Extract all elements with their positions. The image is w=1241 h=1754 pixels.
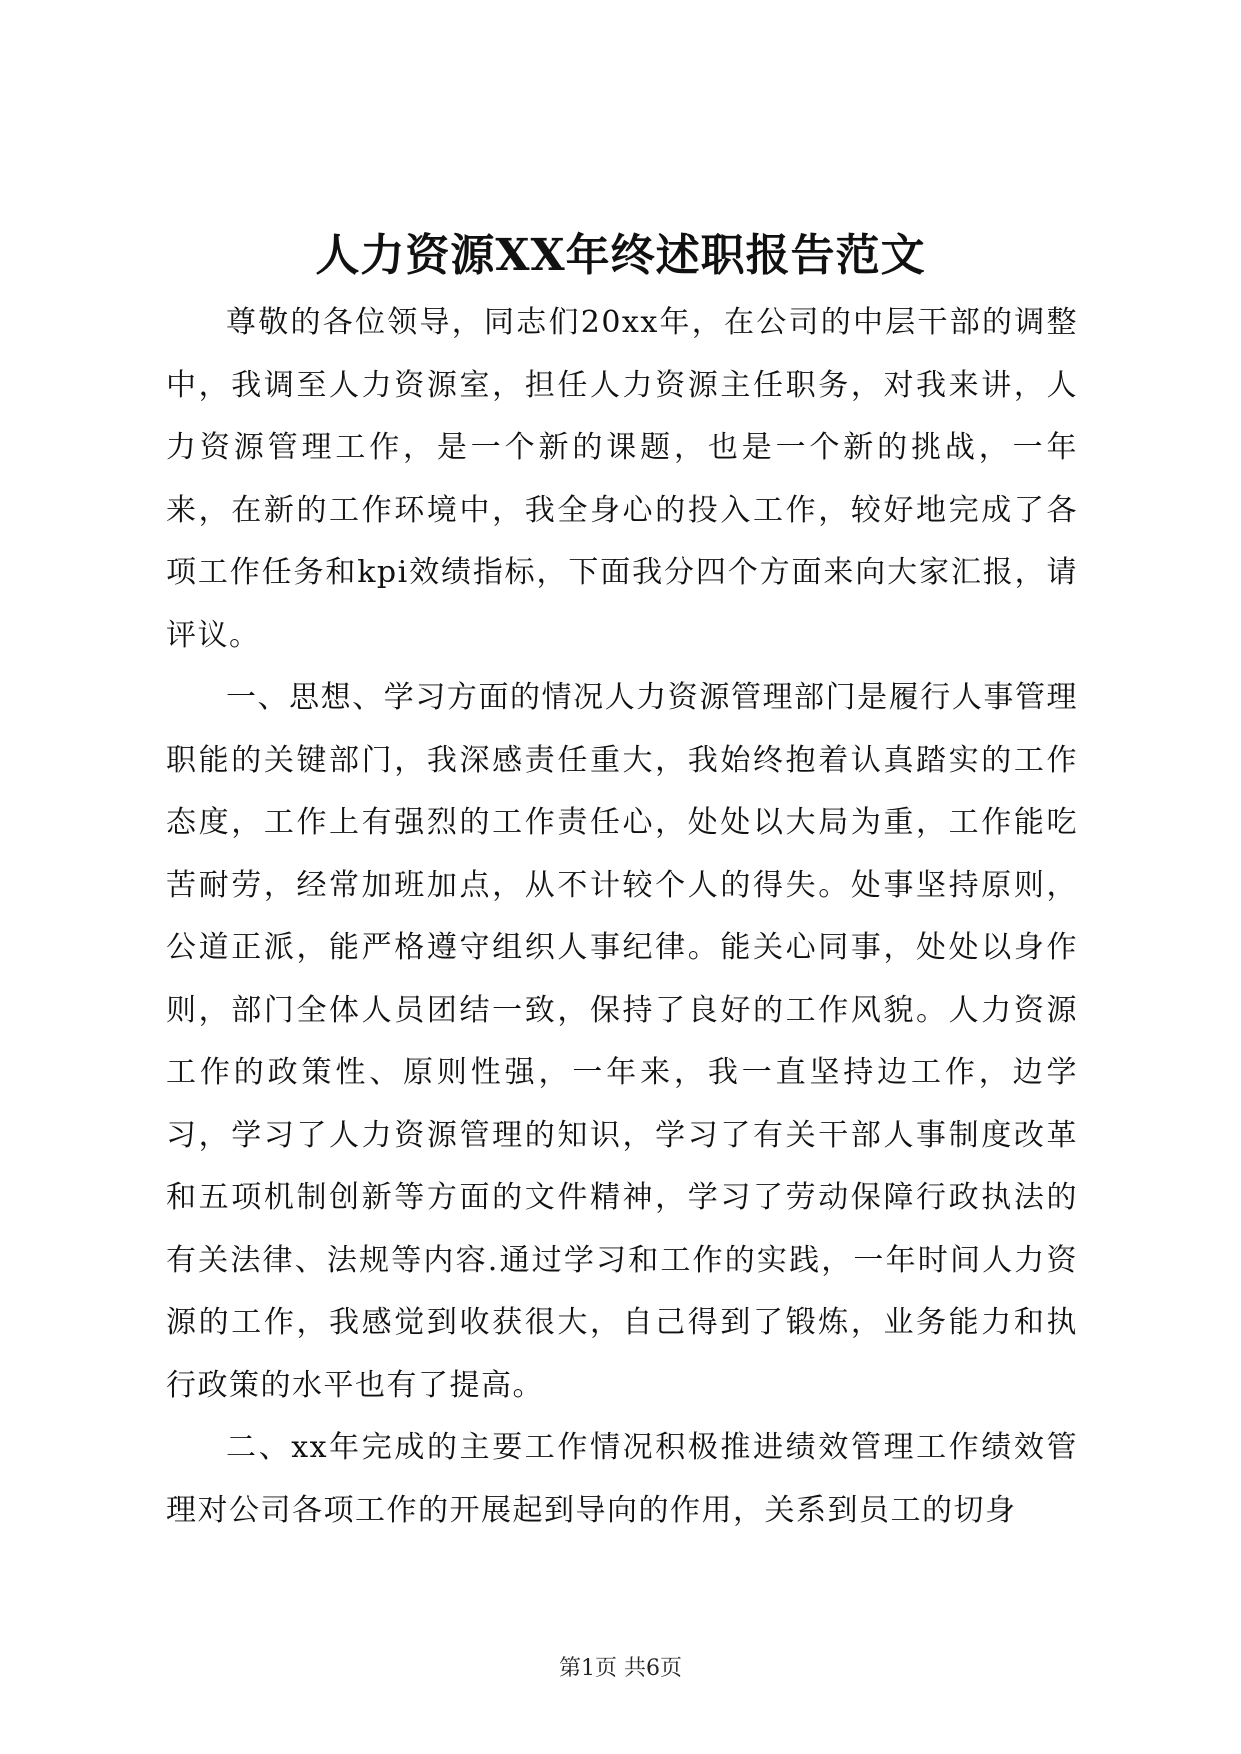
document-title: 人力资源XX年终述职报告范文 bbox=[315, 230, 926, 281]
paragraph-intro: 尊敬的各位领导，同志们20xx年，在公司的中层干部的调整中，我调至人力资源室，担任人力资源主任职务，对我来讲，人力资源管理工作，是一个新的课题，也是一个新的挑战，一年来，在新的工作环境中，我全身心的投入工作，较好地完成了各项工作任务和kpi效绩指标，下面我分四个方面来向大家汇报，请评议。 bbox=[166, 305, 1078, 653]
document-body bbox=[166, 292, 1078, 1542]
page-footer: 第1页 共6页 bbox=[559, 1656, 682, 1681]
paragraph-section-1: 一、思想、学习方面的情况人力资源管理部门是履行人事管理职能的关键部门，我深感责任重大，我始终抱着认真踏实的工作态度，工作上有强烈的工作责任心，处处以大局为重，工作能吃苦耐劳，经常加班加点，从不计较个人的得失。处事坚持原则，公道正派，能严格遵守组织人事纪律。能关心同事，处处以身作则，部门全体人员团结一致，保持了良好的工作风貌。人力资源工作的政策性、原则性强，一年来，我一直坚持边工作，边学习，学习了人力资源管理的知识，学习了有关干部人事制度改革和五项机制创新等方面的文件精神，学习了劳动保障行政执法的有关法律、法规等内容.通过学习和工作的实践，一年时间人力资源的工作，我感觉到收获很大，自己得到了锻炼，业务能力和执行政策的水平也有了提高。 bbox=[166, 680, 1078, 1403]
paragraph-section-2: 二、xx年完成的主要工作情况积极推进绩效管理工作绩效管理对公司各项工作的开展起到导向的作用，关系到员工的切身 bbox=[166, 1430, 1078, 1528]
